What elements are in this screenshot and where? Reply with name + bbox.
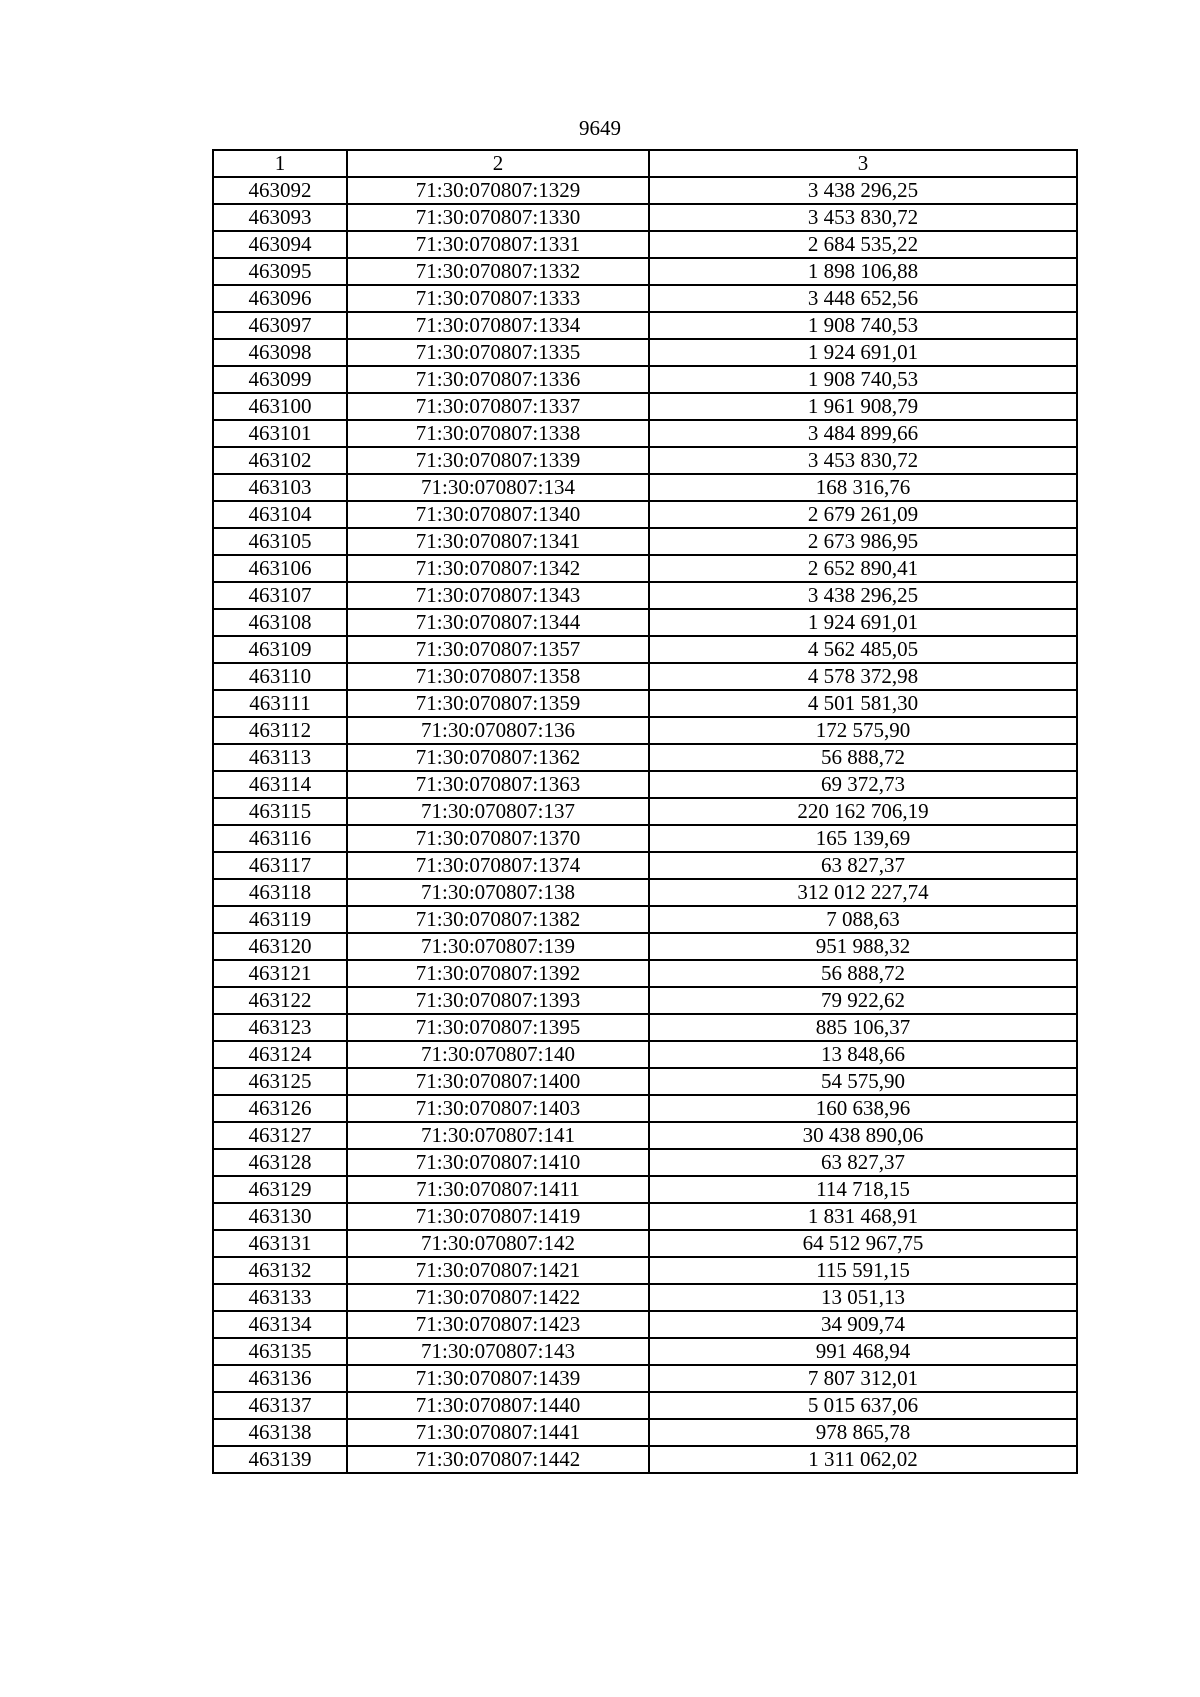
row-number-cell: 463122 <box>213 987 347 1014</box>
value-cell: 30 438 890,06 <box>649 1122 1077 1149</box>
value-cell: 7 807 312,01 <box>649 1365 1077 1392</box>
row-number-cell: 463094 <box>213 231 347 258</box>
row-number-cell: 463101 <box>213 420 347 447</box>
cadastral-number-cell: 71:30:070807:1332 <box>347 258 649 285</box>
row-number-cell: 463109 <box>213 636 347 663</box>
cadastral-number-cell: 71:30:070807:140 <box>347 1041 649 1068</box>
table-row <box>213 906 1077 933</box>
row-number-cell: 463097 <box>213 312 347 339</box>
cadastral-number-cell: 71:30:070807:1334 <box>347 312 649 339</box>
header-cell-2: 2 <box>347 150 649 177</box>
cadastral-number-cell: 71:30:070807:1400 <box>347 1068 649 1095</box>
table-row <box>213 1230 1077 1257</box>
row-number-cell: 463138 <box>213 1419 347 1446</box>
table-row <box>213 528 1077 555</box>
row-number-cell: 463127 <box>213 1122 347 1149</box>
row-number-cell: 463119 <box>213 906 347 933</box>
cadastral-number-cell: 71:30:070807:1363 <box>347 771 649 798</box>
row-number-cell: 463125 <box>213 1068 347 1095</box>
row-number-cell: 463134 <box>213 1311 347 1338</box>
value-cell: 79 922,62 <box>649 987 1077 1014</box>
table-row <box>213 258 1077 285</box>
table-row <box>213 177 1077 204</box>
value-cell: 2 652 890,41 <box>649 555 1077 582</box>
table-row <box>213 204 1077 231</box>
cadastral-number-cell: 71:30:070807:1392 <box>347 960 649 987</box>
cadastral-number-cell: 71:30:070807:1340 <box>347 501 649 528</box>
value-cell: 64 512 967,75 <box>649 1230 1077 1257</box>
cadastral-number-cell: 71:30:070807:1423 <box>347 1311 649 1338</box>
cadastral-number-cell: 71:30:070807:1419 <box>347 1203 649 1230</box>
row-number-cell: 463114 <box>213 771 347 798</box>
cadastral-number-cell: 71:30:070807:1359 <box>347 690 649 717</box>
value-cell: 4 501 581,30 <box>649 690 1077 717</box>
value-cell: 56 888,72 <box>649 960 1077 987</box>
value-cell: 1 961 908,79 <box>649 393 1077 420</box>
table-row <box>213 1095 1077 1122</box>
row-number-cell: 463124 <box>213 1041 347 1068</box>
value-cell: 885 106,37 <box>649 1014 1077 1041</box>
table-row <box>213 447 1077 474</box>
value-cell: 3 453 830,72 <box>649 204 1077 231</box>
value-cell: 63 827,37 <box>649 1149 1077 1176</box>
table-row <box>213 852 1077 879</box>
table-row <box>213 609 1077 636</box>
cadastral-number-cell: 71:30:070807:1382 <box>347 906 649 933</box>
row-number-cell: 463118 <box>213 879 347 906</box>
cadastral-number-cell: 71:30:070807:1441 <box>347 1419 649 1446</box>
table-row <box>213 1365 1077 1392</box>
value-cell: 1 898 106,88 <box>649 258 1077 285</box>
table-row <box>213 1284 1077 1311</box>
cadastral-number-cell: 71:30:070807:1342 <box>347 555 649 582</box>
cadastral-number-cell: 71:30:070807:141 <box>347 1122 649 1149</box>
row-number-cell: 463133 <box>213 1284 347 1311</box>
cadastral-number-cell: 71:30:070807:1410 <box>347 1149 649 1176</box>
header-cell-3: 3 <box>649 150 1077 177</box>
table-row <box>213 1311 1077 1338</box>
page-number: 9649 <box>579 116 621 140</box>
value-cell: 114 718,15 <box>649 1176 1077 1203</box>
value-cell: 951 988,32 <box>649 933 1077 960</box>
table-row <box>213 1149 1077 1176</box>
table-row <box>213 879 1077 906</box>
cadastral-number-cell: 71:30:070807:1337 <box>347 393 649 420</box>
cadastral-number-cell: 71:30:070807:1421 <box>347 1257 649 1284</box>
table-row <box>213 798 1077 825</box>
table-row <box>213 231 1077 258</box>
row-number-cell: 463132 <box>213 1257 347 1284</box>
row-number-cell: 463129 <box>213 1176 347 1203</box>
value-cell: 4 562 485,05 <box>649 636 1077 663</box>
cadastral-number-cell: 71:30:070807:136 <box>347 717 649 744</box>
table-row <box>213 1041 1077 1068</box>
cadastral-number-cell: 71:30:070807:1338 <box>347 420 649 447</box>
cadastral-number-cell: 71:30:070807:142 <box>347 1230 649 1257</box>
cadastral-number-cell: 71:30:070807:1343 <box>347 582 649 609</box>
cadastral-number-cell: 71:30:070807:1331 <box>347 231 649 258</box>
cadastral-number-cell: 71:30:070807:1395 <box>347 1014 649 1041</box>
value-cell: 978 865,78 <box>649 1419 1077 1446</box>
value-cell: 165 139,69 <box>649 825 1077 852</box>
table-row <box>213 582 1077 609</box>
table-row <box>213 1338 1077 1365</box>
cadastral-number-cell: 71:30:070807:1329 <box>347 177 649 204</box>
cadastral-number-cell: 71:30:070807:1330 <box>347 204 649 231</box>
value-cell: 2 684 535,22 <box>649 231 1077 258</box>
value-cell: 3 438 296,25 <box>649 582 1077 609</box>
row-number-cell: 463106 <box>213 555 347 582</box>
table-row <box>213 987 1077 1014</box>
table-row <box>213 933 1077 960</box>
value-cell: 2 679 261,09 <box>649 501 1077 528</box>
row-number-cell: 463121 <box>213 960 347 987</box>
value-cell: 3 438 296,25 <box>649 177 1077 204</box>
row-number-cell: 463105 <box>213 528 347 555</box>
row-number-cell: 463130 <box>213 1203 347 1230</box>
value-cell: 115 591,15 <box>649 1257 1077 1284</box>
cadastral-number-cell: 71:30:070807:1411 <box>347 1176 649 1203</box>
table-row <box>213 825 1077 852</box>
table-row <box>213 393 1077 420</box>
table-row <box>213 1176 1077 1203</box>
cadastral-number-cell: 71:30:070807:1442 <box>347 1446 649 1473</box>
table-row <box>213 1122 1077 1149</box>
cadastral-number-cell: 71:30:070807:1439 <box>347 1365 649 1392</box>
table-row <box>213 1203 1077 1230</box>
row-number-cell: 463099 <box>213 366 347 393</box>
cadastral-number-cell: 71:30:070807:1370 <box>347 825 649 852</box>
cadastral-number-cell: 71:30:070807:1341 <box>347 528 649 555</box>
cadastral-number-cell: 71:30:070807:1336 <box>347 366 649 393</box>
cadastral-number-cell: 71:30:070807:137 <box>347 798 649 825</box>
row-number-cell: 463128 <box>213 1149 347 1176</box>
cadastral-number-cell: 71:30:070807:1422 <box>347 1284 649 1311</box>
value-cell: 63 827,37 <box>649 852 1077 879</box>
row-number-cell: 463123 <box>213 1014 347 1041</box>
value-cell: 168 316,76 <box>649 474 1077 501</box>
value-cell: 13 051,13 <box>649 1284 1077 1311</box>
value-cell: 7 088,63 <box>649 906 1077 933</box>
table-row <box>213 501 1077 528</box>
table-row <box>213 744 1077 771</box>
row-number-cell: 463110 <box>213 663 347 690</box>
value-cell: 3 484 899,66 <box>649 420 1077 447</box>
row-number-cell: 463117 <box>213 852 347 879</box>
row-number-cell: 463139 <box>213 1446 347 1473</box>
table-row <box>213 420 1077 447</box>
table-row <box>213 636 1077 663</box>
value-cell: 54 575,90 <box>649 1068 1077 1095</box>
cadastral-number-cell: 71:30:070807:1357 <box>347 636 649 663</box>
cadastral-number-cell: 71:30:070807:1362 <box>347 744 649 771</box>
table-row <box>213 366 1077 393</box>
cadastral-number-cell: 71:30:070807:1358 <box>347 663 649 690</box>
row-number-cell: 463111 <box>213 690 347 717</box>
row-number-cell: 463103 <box>213 474 347 501</box>
table-row <box>213 690 1077 717</box>
cadastral-number-cell: 71:30:070807:1393 <box>347 987 649 1014</box>
value-cell: 1 908 740,53 <box>649 366 1077 393</box>
table-row <box>213 285 1077 312</box>
table-row <box>213 312 1077 339</box>
cadastral-number-cell: 71:30:070807:143 <box>347 1338 649 1365</box>
value-cell: 1 924 691,01 <box>649 609 1077 636</box>
value-cell: 1 311 062,02 <box>649 1446 1077 1473</box>
row-number-cell: 463113 <box>213 744 347 771</box>
table-header-row <box>213 150 1077 177</box>
value-cell: 1 831 468,91 <box>649 1203 1077 1230</box>
row-number-cell: 463102 <box>213 447 347 474</box>
table-row <box>213 339 1077 366</box>
cadastral-number-cell: 71:30:070807:1344 <box>347 609 649 636</box>
value-cell: 991 468,94 <box>649 1338 1077 1365</box>
value-cell: 13 848,66 <box>649 1041 1077 1068</box>
value-cell: 56 888,72 <box>649 744 1077 771</box>
row-number-cell: 463093 <box>213 204 347 231</box>
row-number-cell: 463108 <box>213 609 347 636</box>
row-number-cell: 463098 <box>213 339 347 366</box>
cadastral-number-cell: 71:30:070807:138 <box>347 879 649 906</box>
cadastral-number-cell: 71:30:070807:1333 <box>347 285 649 312</box>
table-row <box>213 960 1077 987</box>
table-row <box>213 663 1077 690</box>
row-number-cell: 463107 <box>213 582 347 609</box>
row-number-cell: 463115 <box>213 798 347 825</box>
value-cell: 4 578 372,98 <box>649 663 1077 690</box>
row-number-cell: 463116 <box>213 825 347 852</box>
row-number-cell: 463096 <box>213 285 347 312</box>
cadastral-number-cell: 71:30:070807:1335 <box>347 339 649 366</box>
table-row <box>213 1392 1077 1419</box>
row-number-cell: 463092 <box>213 177 347 204</box>
table-row <box>213 1014 1077 1041</box>
table-row <box>213 1446 1077 1473</box>
table-row <box>213 1419 1077 1446</box>
row-number-cell: 463100 <box>213 393 347 420</box>
table-row <box>213 555 1077 582</box>
row-number-cell: 463112 <box>213 717 347 744</box>
row-number-cell: 463135 <box>213 1338 347 1365</box>
row-number-cell: 463137 <box>213 1392 347 1419</box>
row-number-cell: 463126 <box>213 1095 347 1122</box>
cadastral-number-cell: 71:30:070807:1339 <box>347 447 649 474</box>
value-cell: 5 015 637,06 <box>649 1392 1077 1419</box>
table-row <box>213 1068 1077 1095</box>
value-cell: 220 162 706,19 <box>649 798 1077 825</box>
row-number-cell: 463104 <box>213 501 347 528</box>
cadastral-number-cell: 71:30:070807:1374 <box>347 852 649 879</box>
value-cell: 34 909,74 <box>649 1311 1077 1338</box>
cadastral-number-cell: 71:30:070807:134 <box>347 474 649 501</box>
value-cell: 3 448 652,56 <box>649 285 1077 312</box>
table-row <box>213 474 1077 501</box>
header-cell-1: 1 <box>213 150 347 177</box>
table-row <box>213 771 1077 798</box>
value-cell: 2 673 986,95 <box>649 528 1077 555</box>
value-cell: 172 575,90 <box>649 717 1077 744</box>
row-number-cell: 463136 <box>213 1365 347 1392</box>
value-cell: 69 372,73 <box>649 771 1077 798</box>
value-cell: 1 924 691,01 <box>649 339 1077 366</box>
cadastral-number-cell: 71:30:070807:139 <box>347 933 649 960</box>
row-number-cell: 463120 <box>213 933 347 960</box>
table-body <box>213 177 1077 1473</box>
cadastral-number-cell: 71:30:070807:1403 <box>347 1095 649 1122</box>
cadastral-number-cell: 71:30:070807:1440 <box>347 1392 649 1419</box>
row-number-cell: 463095 <box>213 258 347 285</box>
value-cell: 1 908 740,53 <box>649 312 1077 339</box>
table-row <box>213 717 1077 744</box>
data-table <box>212 149 1078 1474</box>
value-cell: 312 012 227,74 <box>649 879 1077 906</box>
row-number-cell: 463131 <box>213 1230 347 1257</box>
value-cell: 3 453 830,72 <box>649 447 1077 474</box>
table-row <box>213 1257 1077 1284</box>
value-cell: 160 638,96 <box>649 1095 1077 1122</box>
